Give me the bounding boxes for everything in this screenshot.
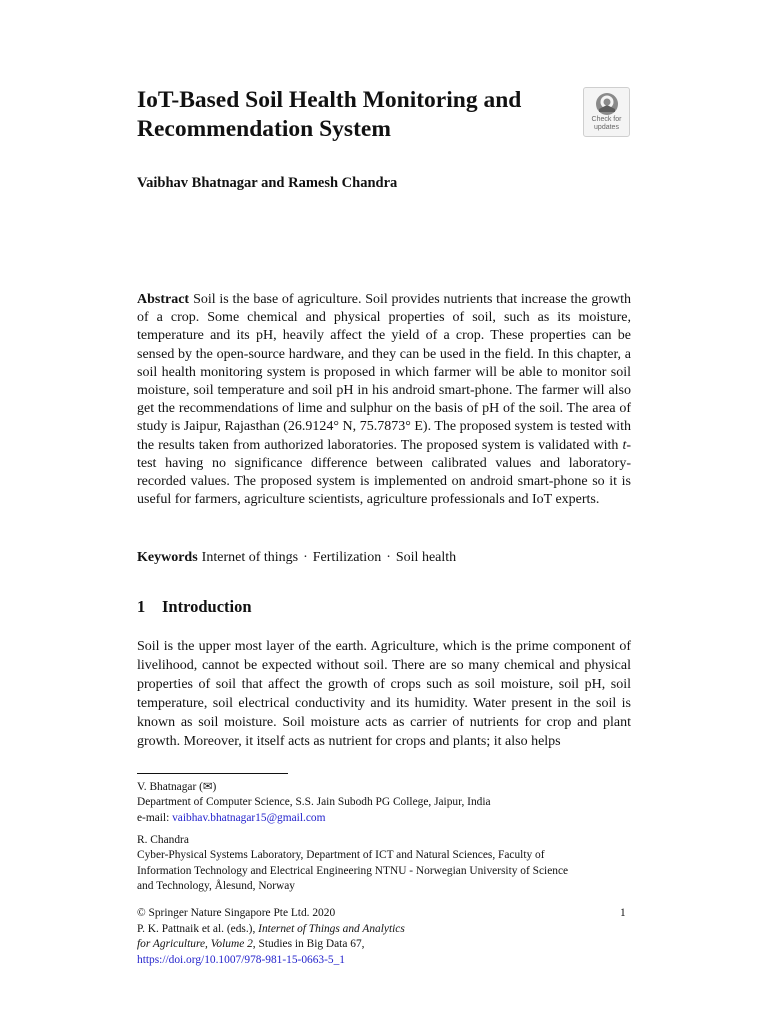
email-link[interactable]: vaibhav.bhatnagar15@gmail.com (172, 811, 326, 824)
book-title-part-1: Internet of Things and Analytics (258, 922, 405, 935)
footnote-divider (137, 773, 288, 774)
keyword-separator: · (386, 550, 391, 565)
introduction-paragraph: Soil is the upper most layer of the earth. Agriculture, which is the prime component of livelihood, cannot be expected without soil. There are so many chemical and physical properties of soil that affect the growth of crops such as soil moisture, soil pH, soil temperature, soil electrical conductivity and its humidity. Water present in the soil is known as soil moisture. Soil moisture acts as carrier of nutrients for crop and plant growth. Moreover, it itself acts as nutrient for crops and plants; it also helps (137, 639, 631, 750)
keywords (137, 549, 631, 567)
series-line (137, 937, 631, 953)
abstract (137, 291, 631, 509)
page-number: 1 (620, 907, 626, 919)
keyword-item: Soil health (395, 550, 457, 565)
affiliation-line: and Technology, Ålesund, Norway (137, 879, 296, 892)
authors: Vaibhav Bhatnagar and Ramesh Chandra (137, 175, 398, 191)
section-number: 1 (137, 597, 146, 616)
copyright-line: © Springer Nature Singapore Pte Ltd. 2020 (137, 907, 336, 919)
keyword-item: Fertilization (312, 550, 382, 565)
affiliation-department: Department of Computer Science, S.S. Jain Subodh PG College, Jaipur, India (137, 796, 491, 809)
section-heading (137, 597, 252, 617)
keywords-label: Keywords (137, 550, 198, 565)
abstract-text-2: -test having no significance difference between calibrated values and laboratory-recorded values. The proposed system is implemented on android smart-phone so it is useful for farmers, agriculture scientists, agriculture professionals and IoT experts. (137, 437, 631, 508)
check-for-updates-icon (595, 92, 619, 116)
keyword-separator: · (303, 550, 308, 565)
copyright-block (137, 906, 631, 968)
keyword-item: Internet of things (201, 550, 299, 565)
affiliation-email-line (137, 811, 631, 826)
affiliation-bhatnagar (137, 780, 631, 826)
abstract-text-1: Soil is the base of agriculture. Soil provides nutrients that increase the growth of a crop. Some chemical and physical properties of soil, such as its moisture, temperature and its pH, heavily affect the yield of a crop. These properties can be sensed by the open-source hardware, and they can be used in the field. In this chapter, a soil health monitoring system is proposed in which farmer will be able to monitor soil moisture, soil temperature and soil pH in his android smart-phone. The farmer will also get the recommendations of lime and sulphur on the basis of pH of the soil. The area of study is Jaipur, Rajasthan (26.9124° N, 75.7873° E). The proposed system is tested with the results taken from authorized laboratories. The proposed system is validated with (137, 292, 631, 453)
check-for-updates-badge[interactable] (583, 87, 630, 137)
affiliation-chandra (137, 833, 631, 894)
section-title: Introduction (162, 597, 252, 616)
abstract-italic-t: t (622, 437, 627, 453)
abstract-label: Abstract (137, 292, 190, 307)
series-text: , Studies in Big Data 67, (252, 938, 365, 951)
editors-text: P. K. Pattnaik et al. (eds.), (137, 922, 259, 935)
affiliation-name: V. Bhatnagar (✉) (137, 781, 217, 793)
affiliation-name: R. Chandra (137, 834, 189, 846)
doi-link[interactable]: https://doi.org/10.1007/978-981-15-0663-5_1 (137, 953, 345, 966)
check-for-updates-label: Check for updates (591, 116, 622, 131)
affiliation-line: Information Technology and Electrical Engineering NTNU - Norwegian University of Science (137, 864, 569, 877)
email-label: e-mail: (137, 811, 173, 824)
affiliation-line: Cyber-Physical Systems Laboratory, Department of ICT and Natural Sciences, Faculty of (137, 849, 545, 862)
editors-line (137, 922, 631, 938)
book-title-part-2: for Agriculture, Volume 2 (137, 938, 253, 951)
chapter-title: IoT-Based Soil Health Monitoring and Recommendation System (137, 87, 522, 142)
